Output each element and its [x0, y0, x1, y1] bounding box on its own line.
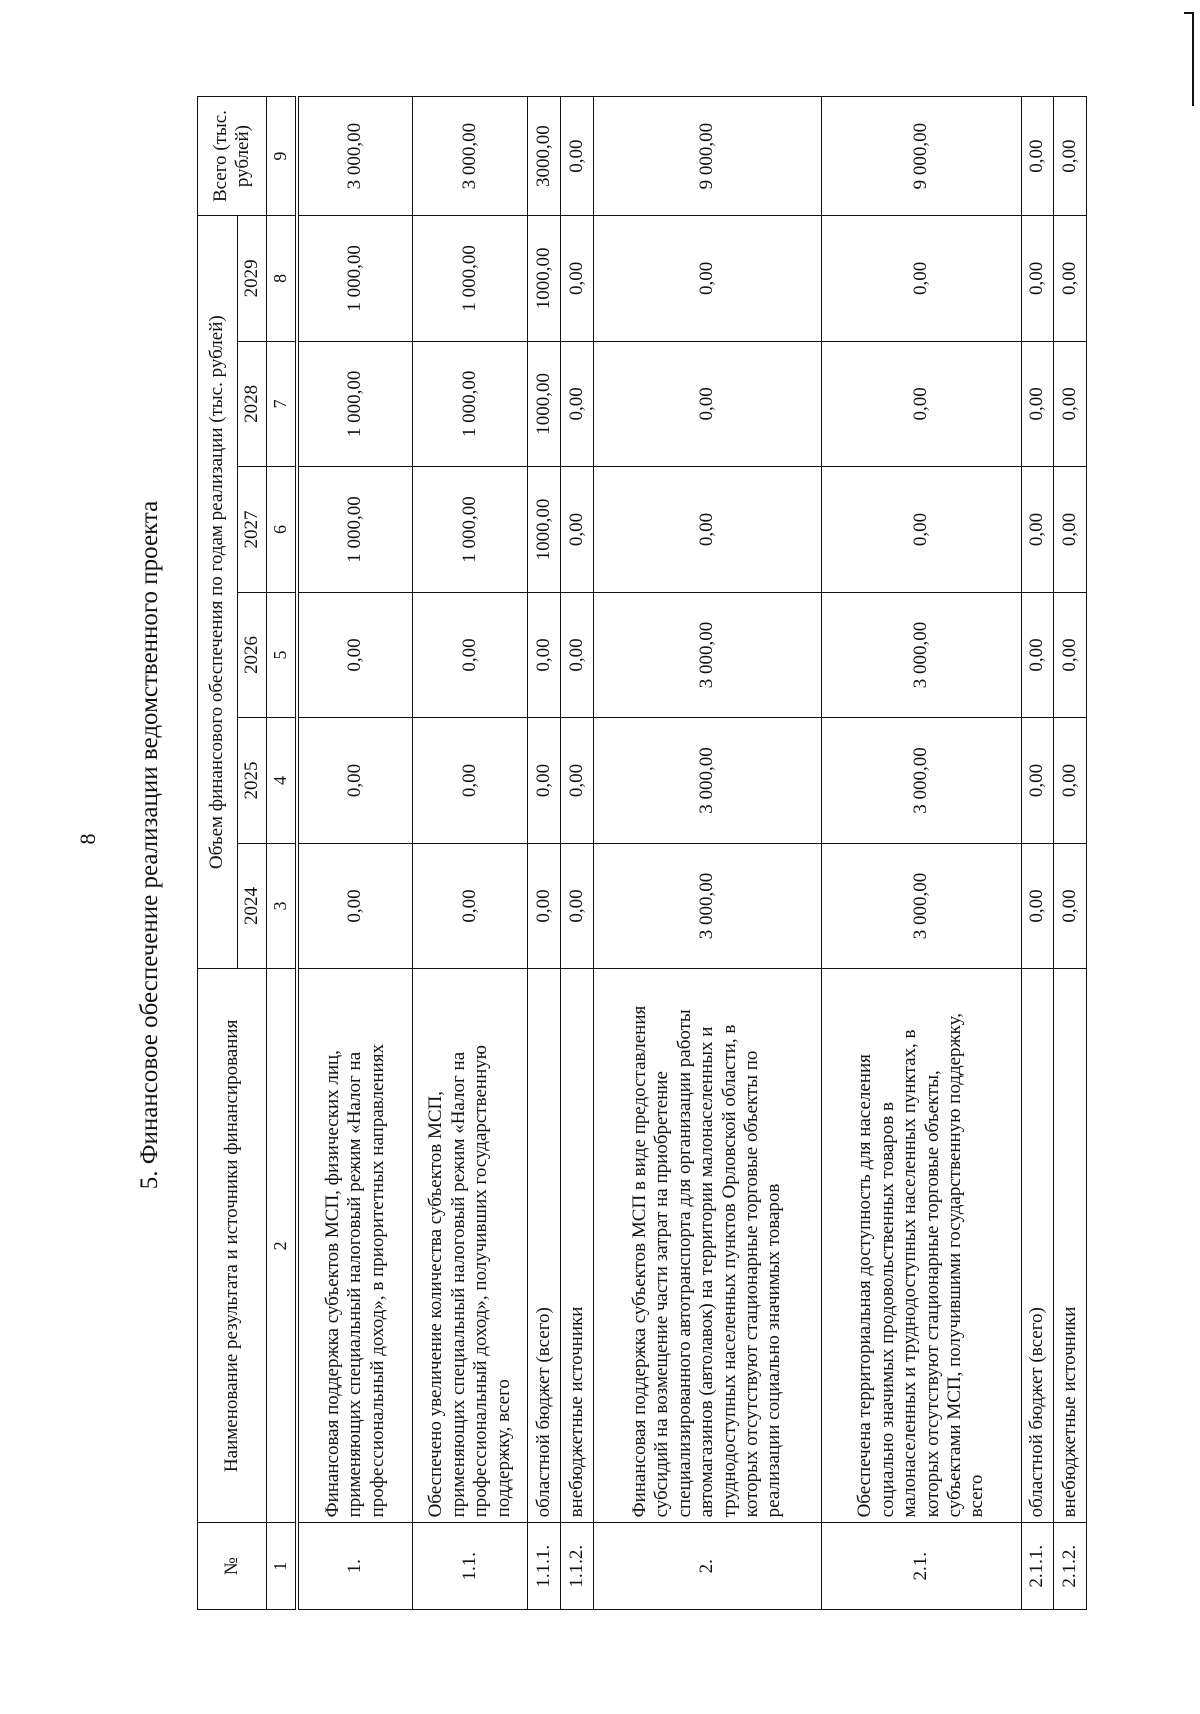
row-value: 0,00	[561, 216, 594, 342]
row-name: внебюджетные источники	[561, 969, 594, 1523]
financing-table-container	[197, 96, 1087, 1610]
row-name: внебюджетные источники	[1054, 969, 1087, 1523]
page-edge-mark	[1184, 12, 1194, 106]
row-no: 2.1.2.	[1054, 1523, 1087, 1610]
row-value: 0,00	[1021, 467, 1054, 593]
header-year: 2029	[238, 216, 267, 342]
row-value: 1 000,00	[412, 341, 527, 467]
row-total: 3 000,00	[297, 97, 412, 216]
header-year: 2028	[238, 341, 267, 467]
header-year: 2024	[238, 843, 267, 969]
row-name: Финансовая поддержка субъектов МСП, физических лиц, применяющих специальный налоговый режим «Налог на профессиональный доход», в приоритетных направлениях	[297, 969, 412, 1523]
row-value: 0,00	[561, 843, 594, 969]
row-value: 1 000,00	[412, 216, 527, 342]
section-heading: 5. Финансовое обеспечение реализации ведомственного проекта	[136, 500, 163, 1190]
row-value: 0,00	[822, 467, 1021, 593]
column-number: 3	[267, 843, 298, 969]
table-row	[1021, 97, 1054, 1610]
row-value: 1 000,00	[412, 467, 527, 593]
row-value: 0,00	[822, 216, 1021, 342]
column-number: 8	[267, 216, 298, 342]
column-number: 4	[267, 718, 298, 844]
header-no: №	[198, 1523, 267, 1610]
row-value: 0,00	[528, 843, 561, 969]
row-total: 3 000,00	[412, 97, 527, 216]
row-name: Обеспечена территориальная доступность для населения социально значимых продовольственных товаров в малонаселенных и труднодоступных населенных пунктах, в которых отсутствуют стационарные торговые объекты, субъектами МСП, получившими государственную поддержку, всего	[822, 969, 1021, 1523]
row-total: 9 000,00	[593, 97, 822, 216]
row-value: 0,00	[1021, 718, 1054, 844]
column-number: 7	[267, 341, 298, 467]
row-value: 1000,00	[528, 216, 561, 342]
column-numbers-row	[267, 97, 298, 1610]
row-no: 2.1.	[822, 1523, 1021, 1610]
row-value: 0,00	[1021, 341, 1054, 467]
column-number: 9	[267, 97, 298, 216]
row-name: Финансовая поддержка субъектов МСП в виде предоставления субсидий на возмещение части затрат на приобретение специализированного автотранспорта для организации работы автомагазинов (автолавок) на территории малонаселенных и труднодоступных населенных пунктов Орловской области, в которых отсутствуют стационарные торговые объекты по реализации социально значимых товаров	[593, 969, 822, 1523]
header-year: 2026	[238, 592, 267, 718]
row-value: 0,00	[297, 843, 412, 969]
table-row	[561, 97, 594, 1610]
financing-table	[197, 96, 1087, 1610]
row-value: 1 000,00	[297, 216, 412, 342]
row-value: 1000,00	[528, 341, 561, 467]
row-value: 3 000,00	[822, 843, 1021, 969]
table-row	[822, 97, 1021, 1610]
row-name: областной бюджет (всего)	[528, 969, 561, 1523]
table-row	[528, 97, 561, 1610]
header-row	[198, 97, 238, 1610]
table-row	[593, 97, 822, 1610]
table-row	[1054, 97, 1087, 1610]
row-value: 0,00	[412, 718, 527, 844]
row-total: 0,00	[1054, 97, 1087, 216]
row-value: 3 000,00	[593, 718, 822, 844]
row-name: Обеспечено увеличение количества субъектов МСП, применяющих специальный налоговый режим «Налог на профессиональный доход», получивших государственную поддержку, всего	[412, 969, 527, 1523]
row-value: 0,00	[1021, 592, 1054, 718]
row-no: 1.1.	[412, 1523, 527, 1610]
row-value: 0,00	[561, 467, 594, 593]
column-number: 6	[267, 467, 298, 593]
row-value: 0,00	[1054, 216, 1087, 342]
row-no: 2.	[593, 1523, 822, 1610]
row-total: 0,00	[561, 97, 594, 216]
row-value: 0,00	[1021, 216, 1054, 342]
row-total: 9 000,00	[822, 97, 1021, 216]
row-value: 0,00	[1054, 718, 1087, 844]
row-no: 1.1.1.	[528, 1523, 561, 1610]
row-total: 3000,00	[528, 97, 561, 216]
row-no: 2.1.1.	[1021, 1523, 1054, 1610]
row-value: 0,00	[593, 467, 822, 593]
header-year: 2027	[238, 467, 267, 593]
row-name: областной бюджет (всего)	[1021, 969, 1054, 1523]
row-value: 3 000,00	[822, 718, 1021, 844]
row-value: 0,00	[297, 592, 412, 718]
header-volume: Объем финансового обеспечения по годам реализации (тыс. рублей)	[198, 216, 238, 969]
row-value: 0,00	[822, 341, 1021, 467]
row-value: 0,00	[561, 718, 594, 844]
row-value: 0,00	[1054, 467, 1087, 593]
row-value: 0,00	[412, 843, 527, 969]
column-number: 5	[267, 592, 298, 718]
row-value: 1000,00	[528, 467, 561, 593]
row-value: 0,00	[1021, 843, 1054, 969]
row-value: 0,00	[528, 592, 561, 718]
table-row	[297, 97, 412, 1610]
row-value: 0,00	[561, 341, 594, 467]
row-total: 0,00	[1021, 97, 1054, 216]
row-value: 1 000,00	[297, 467, 412, 593]
row-value: 0,00	[593, 341, 822, 467]
page-number: 8	[75, 833, 100, 845]
row-value: 0,00	[528, 718, 561, 844]
table-row	[412, 97, 527, 1610]
row-no: 1.	[297, 1523, 412, 1610]
row-value: 0,00	[297, 718, 412, 844]
row-value: 3 000,00	[593, 592, 822, 718]
row-value: 0,00	[561, 592, 594, 718]
header-total: Всего (тыс. рублей)	[198, 97, 267, 216]
column-number: 1	[267, 1523, 298, 1610]
row-value: 3 000,00	[822, 592, 1021, 718]
row-value: 3 000,00	[593, 843, 822, 969]
header-year: 2025	[238, 718, 267, 844]
column-number: 2	[267, 969, 298, 1523]
row-value: 0,00	[1054, 843, 1087, 969]
row-value: 0,00	[1054, 341, 1087, 467]
row-value: 0,00	[593, 216, 822, 342]
row-no: 1.1.2.	[561, 1523, 594, 1610]
row-value: 0,00	[1054, 592, 1087, 718]
row-value: 1 000,00	[297, 341, 412, 467]
header-name: Наименование результата и источники финансирования	[198, 969, 267, 1523]
row-value: 0,00	[412, 592, 527, 718]
